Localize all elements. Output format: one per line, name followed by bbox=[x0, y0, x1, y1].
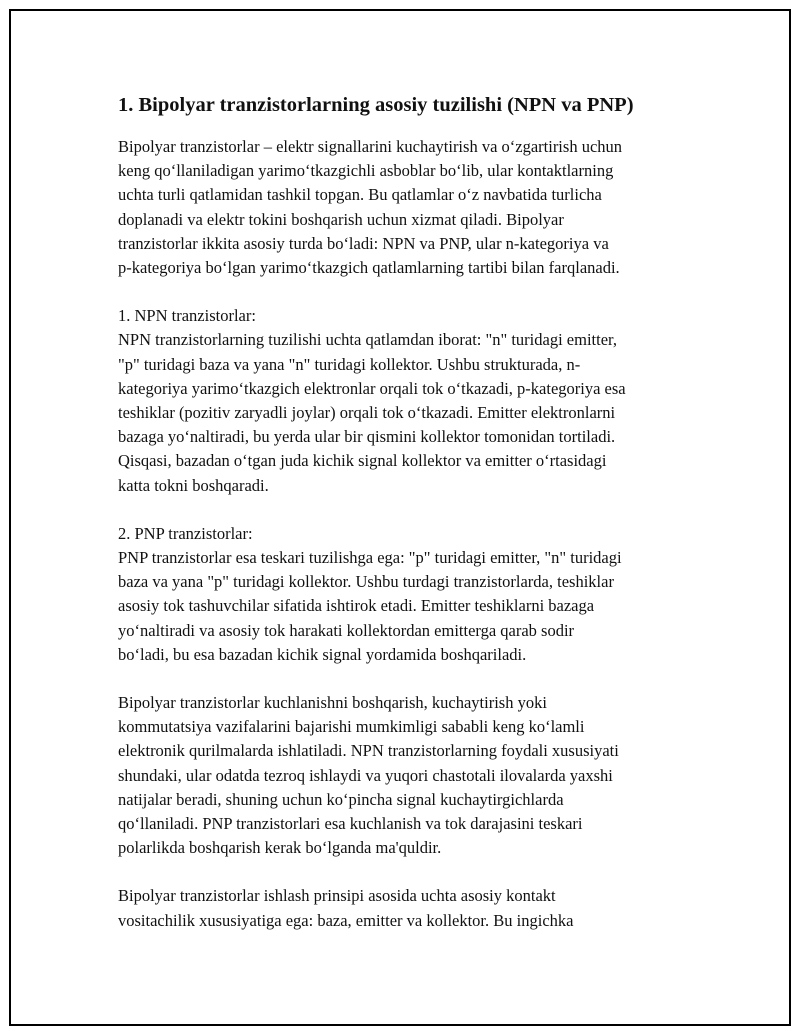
text-line: Bipolyar tranzistorlar kuchlanishni boshqarish, kuchaytirish yoki bbox=[118, 693, 547, 713]
paragraph bbox=[118, 522, 698, 667]
text-line: baza va yana "p" turidagi kollektor. Ushbu turdagi tranzistorlarda, teshiklar bbox=[118, 572, 614, 592]
document-title: 1. Bipolyar tranzistorlarning asosiy tuzilishi (NPN va PNP) bbox=[118, 94, 634, 116]
paragraph bbox=[118, 304, 698, 498]
text-line: Qisqasi, bazadan o‘tgan juda kichik signal kollektor va emitter o‘rtasidagi bbox=[118, 451, 607, 471]
text-line: bazaga yo‘naltiradi, bu yerda ular bir qismini kollektor tomonidan tortiladi. bbox=[118, 427, 616, 447]
text-line: tranzistorlar ikkita asosiy turda bo‘ladi: NPN va PNP, ular n-kategoriya va bbox=[118, 233, 609, 253]
text-line: Bipolyar tranzistorlar ishlash prinsipi asosida uchta asosiy kontakt bbox=[118, 886, 556, 906]
text-line: uchta turli qatlamidan tashkil topgan. Bu qatlamlar o‘z navbatida turlicha bbox=[118, 185, 602, 205]
document-content bbox=[118, 91, 698, 957]
text-line: doplanadi va elektr tokini boshqarish uchun xizmat qiladi. Bipolyar bbox=[118, 209, 564, 229]
text-line: p-kategoriya bo‘lgan yarimo‘tkazgich qatlamlarning tartibi bilan farqlanadi. bbox=[118, 258, 620, 278]
text-line: shundaki, ular odatda tezroq ishlaydi va yuqori chastotali ilovalarda yaxshi bbox=[118, 765, 613, 785]
text-line: asosiy tok tashuvchilar sifatida ishtirok etadi. Emitter teshiklarni bazaga bbox=[118, 596, 595, 616]
text-line: qo‘llaniladi. PNP tranzistorlari esa kuchlanish va tok darajasini teskari bbox=[118, 814, 583, 834]
text-line: Bipolyar tranzistorlar – elektr signallarini kuchaytirish va o‘zgartirish uchun bbox=[118, 137, 623, 156]
text-line: katta tokni boshqaradi. bbox=[118, 475, 269, 495]
text-line: keng qo‘llaniladigan yarimo‘tkazgichli asboblar bo‘lib, ular kontaktlarning bbox=[118, 161, 614, 181]
text-line: vositachilik xususiyatiga ega: baza, emitter va kollektor. Bu ingichka bbox=[118, 910, 574, 930]
paragraph bbox=[118, 884, 698, 932]
text-line: kategoriya yarimo‘tkazgich elektronlar orqali tok o‘tkazadi, p-kategoriya esa bbox=[118, 378, 626, 398]
text-line: PNP tranzistorlar esa teskari tuzilishga ega: "p" turidagi emitter, "n" turidagi bbox=[118, 548, 622, 568]
text-line: polarlikda boshqarish kerak bo‘lganda ma'quldir. bbox=[118, 838, 442, 858]
text-line: bo‘ladi, bu esa bazadan kichik signal yordamida boshqariladi. bbox=[118, 644, 527, 664]
text-line: yo‘naltiradi va asosiy tok harakati kollektordan emitterga qarab sodir bbox=[118, 620, 575, 640]
document-body bbox=[118, 135, 698, 933]
paragraph bbox=[118, 135, 698, 280]
text-line: 1. NPN tranzistorlar: bbox=[118, 306, 256, 326]
text-line: teshiklar (pozitiv zaryadli joylar) orqali tok o‘tkazadi. Emitter elektronlarni bbox=[118, 403, 616, 423]
text-line: 2. PNP tranzistorlar: bbox=[118, 523, 253, 543]
paragraph bbox=[118, 691, 698, 860]
text-line: natijalar beradi, shuning uchun ko‘pincha signal kuchaytirgichlarda bbox=[118, 789, 564, 809]
text-line: kommutatsiya vazifalarini bajarishi mumkimligi sababli keng ko‘lamli bbox=[118, 717, 585, 737]
document-page bbox=[9, 9, 791, 1026]
text-line: "p" turidagi baza va yana "n" turidagi kollektor. Ushbu strukturada, n- bbox=[118, 354, 581, 374]
text-line: elektronik qurilmalarda ishlatiladi. NPN tranzistorlarning foydali xususiyati bbox=[118, 741, 619, 761]
text-line: NPN tranzistorlarning tuzilishi uchta qatlamdan iborat: "n" turidagi emitter, bbox=[118, 330, 617, 350]
